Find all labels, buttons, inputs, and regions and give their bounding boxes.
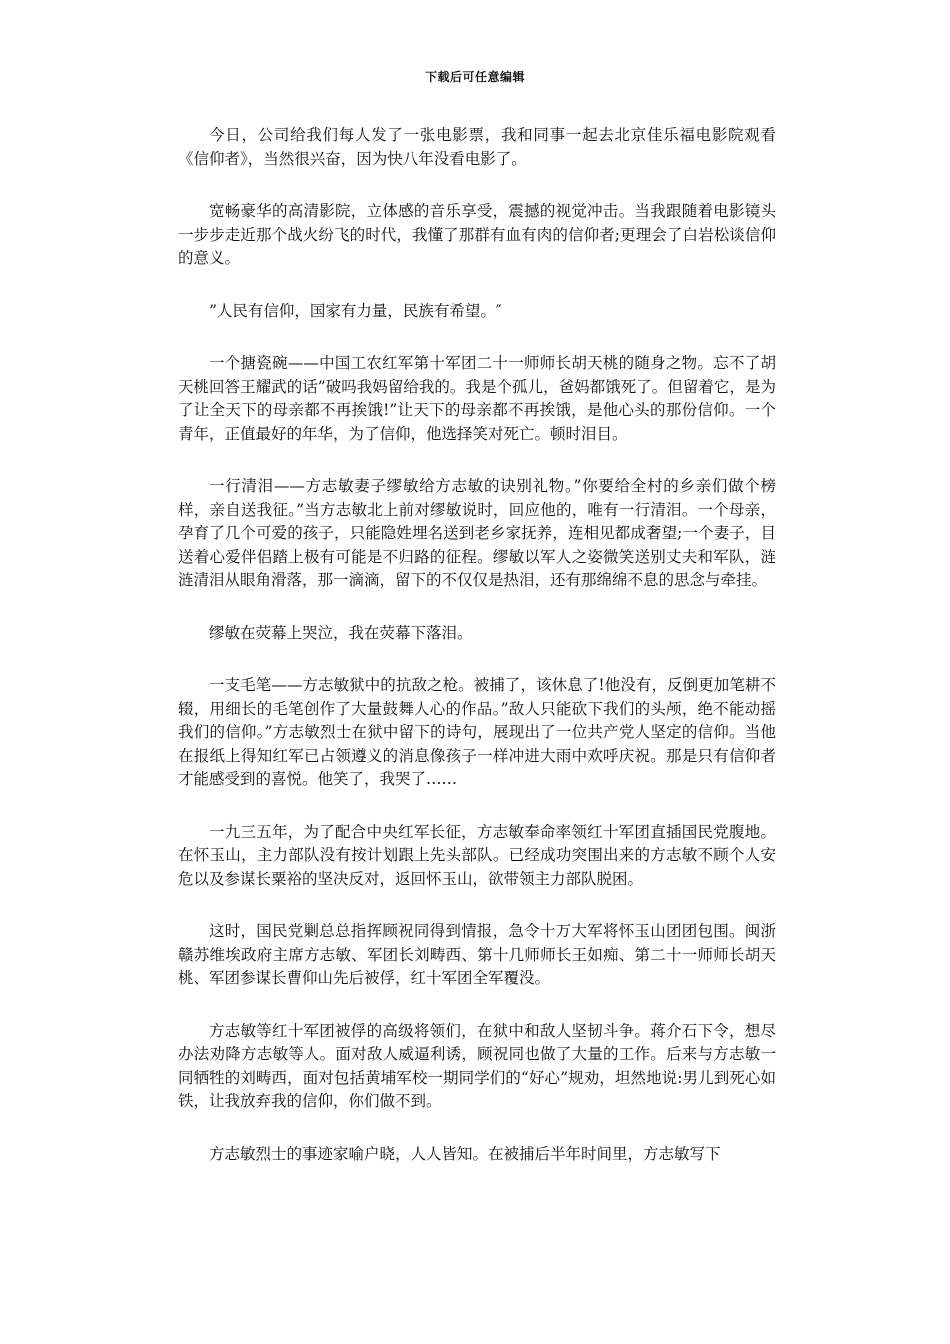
paragraph-10: 方志敏等红十军团被俘的高级将领们，在狱中和敌人坚韧斗争。蒋介石下令，想尽办法劝降方志敏等人。面对敌人威逼利诱，顾祝同也做了大量的工作。后来与方志敏一同牺牲的刘畴西，面对包括黄埔军校一期同学们的“好心”规劝，坦然地说:男儿到死心如铁，让我放弃我的信仰，你们做不到。 (178, 1021, 776, 1110)
paragraph-4: 一个搪瓷碗——中国工农红军第十军团二十一师师长胡天桃的随身之物。忘不了胡天桃回答王耀武的话”破吗我妈留给我的。我是个孤儿，爸妈都饿死了。但留着它，是为了让全天下的母亲都不再挨饿!”让天下的母亲都不再挨饿，是他心头的那份信仰。一个青年，正值最好的年华，为了信仰，他选择笑对死亡。顿时泪目。 (178, 354, 776, 443)
page-header: 下载后可任意编辑 (424, 70, 525, 84)
paragraph-2: 宽畅豪华的高清影院，立体感的音乐享受，震撼的视觉冲击。当我跟随着电影镜头一步步走近那个战火纷飞的时代，我懂了那群有血有肉的信仰者;更理会了白岩松谈信仰的意义。 (178, 202, 776, 267)
paragraph-6: 缪敏在荧幕上哭泣，我在荧幕下落泪。 (209, 623, 473, 642)
paragraph-9: 这时，国民党剿总总指挥顾祝同得到情报，急令十万大军将怀玉山团团包围。闽浙赣苏维埃政府主席方志敏、军团长刘畴西、第十几师师长王如痴、第二十一师师长胡天桃、军团参谋长曹仰山先后被俘，红十军团全军覆没。 (178, 922, 776, 987)
paragraph-3: ”人民有信仰，国家有力量，民族有希望。″ (209, 301, 502, 320)
paragraph-1: 今日，公司给我们每人发了一张电影票，我和同事一起去北京佳乐福电影院观看《信仰者》，当然很兴奋，因为快八年没看电影了。 (178, 126, 776, 168)
paragraph-7: 一支毛笔——方志敏狱中的抗敌之枪。被捕了，该休息了!他没有，反倒更加笔耕不辍，用细长的毛笔创作了大量鼓舞人心的作品。”敌人只能砍下我们的头颅，绝不能动摇我们的信仰。”方志敏烈士在狱中留下的诗句，展现出了一位共产党人坚定的信仰。当他在报纸上得知红军已占领遵义的消息像孩子一样冲进大雨中欢呼庆祝。那是只有信仰者才能感受到的喜悦。他笑了，我哭了…… (178, 676, 776, 788)
document-body (178, 124, 776, 1195)
paragraph-8: 一九三五年，为了配合中央红军长征，方志敏奉命率领红十军团直插国民党腹地。在怀玉山，主力部队没有按计划跟上先头部队。已经成功突围出来的方志敏不顾个人安危以及参谋长粟裕的坚决反对，返回怀玉山，欲带领主力部队脱困。 (178, 822, 776, 888)
paragraph-11: 方志敏烈士的事迹家喻户晓，人人皆知。在被捕后半年时间里，方志敏写下 (209, 1144, 721, 1163)
paragraph-5: 一行清泪——方志敏妻子缪敏给方志敏的诀别礼物。”你要给全村的乡亲们做个榜样，亲自送我征。”当方志敏北上前对缪敏说时，回应他的，唯有一行清泪。一个母亲，孕育了几个可爱的孩子，只能隐姓埋名送到老乡家抚养，连相见都成奢望;一个妻子，目送着心爱伴侣踏上极有可能是不归路的征程。缪敏以军人之姿微笑送别丈夫和军队，涟涟清泪从眼角滑落，那一滴滴，留下的不仅仅是热泪，还有那绵绵不息的思念与牵挂。 (178, 477, 776, 589)
